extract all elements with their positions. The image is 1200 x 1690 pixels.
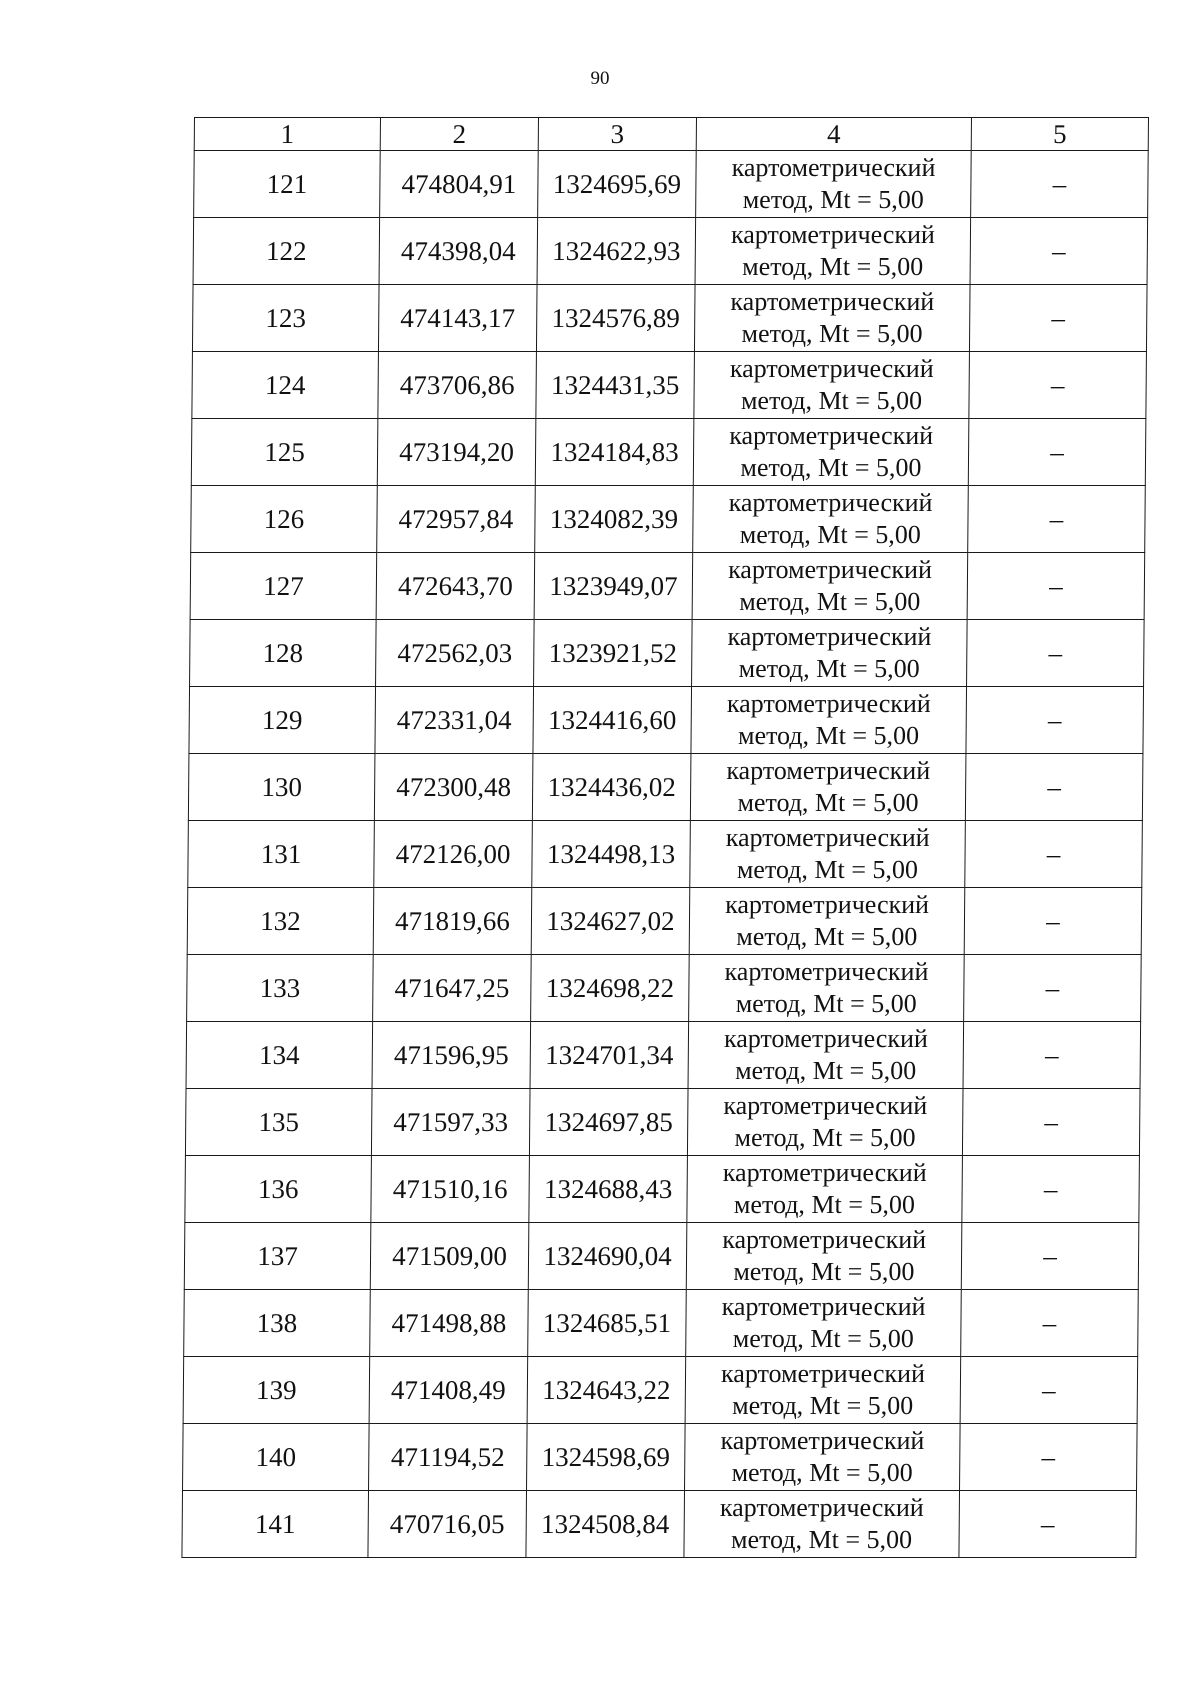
y-coordinate-cell: 1324688,43 [529, 1156, 688, 1223]
method-line-1: картометрический [728, 555, 933, 584]
method-cell [685, 1357, 961, 1424]
point-number-cell: 126 [191, 486, 378, 553]
table-row [191, 419, 1146, 486]
method-line-1: картометрический [725, 890, 930, 919]
table-row [193, 218, 1148, 285]
table-row [194, 151, 1149, 218]
table-row [185, 1156, 1140, 1223]
y-coordinate-cell: 1324184,83 [535, 419, 694, 486]
point-number-cell: 135 [185, 1089, 372, 1156]
point-number-cell: 133 [187, 955, 374, 1022]
method-line-1: картометрический [731, 153, 936, 182]
x-coordinate-cell: 471596,95 [372, 1022, 531, 1089]
method-cell [687, 1156, 963, 1223]
method-line-1: картометрический [721, 1359, 926, 1388]
y-coordinate-cell: 1324685,51 [528, 1290, 687, 1357]
method-cell [694, 352, 970, 419]
x-coordinate-cell: 472300,48 [374, 754, 533, 821]
point-number-cell: 138 [184, 1290, 371, 1357]
point-number-cell: 130 [188, 754, 375, 821]
coordinates-table [181, 117, 1149, 1558]
x-coordinate-cell: 473194,20 [377, 419, 536, 486]
method-cell [693, 486, 969, 553]
x-coordinate-cell: 473706,86 [378, 352, 537, 419]
method-line-1: картометрический [723, 1091, 928, 1120]
column-header-3: 3 [538, 118, 696, 151]
method-cell [687, 1089, 963, 1156]
method-line-2: метод, Mt = 5,00 [730, 1525, 913, 1554]
point-number-cell: 132 [187, 888, 374, 955]
method-line-2: метод, Mt = 5,00 [742, 185, 924, 214]
method-line-1: картометрический [729, 421, 934, 450]
x-coordinate-cell: 472957,84 [377, 486, 536, 553]
table-row [190, 553, 1145, 620]
table-row [187, 888, 1142, 955]
table-row [189, 687, 1144, 754]
method-cell [692, 620, 968, 687]
note-cell: – [971, 151, 1149, 218]
x-coordinate-cell: 474398,04 [379, 218, 538, 285]
table-row [187, 955, 1142, 1022]
point-number-cell: 137 [184, 1223, 371, 1290]
method-line-1: картометрический [720, 1426, 925, 1455]
y-coordinate-cell: 1323949,07 [534, 553, 693, 620]
method-cell [686, 1290, 962, 1357]
method-line-2: метод, Mt = 5,00 [740, 453, 922, 482]
method-line-1: картометрический [730, 220, 936, 249]
point-number-cell: 125 [191, 419, 378, 486]
note-cell: – [960, 1424, 1138, 1491]
x-coordinate-cell: 471647,25 [373, 955, 532, 1022]
x-coordinate-cell: 471510,16 [371, 1156, 530, 1223]
point-number-cell: 127 [190, 553, 377, 620]
y-coordinate-cell: 1324695,69 [538, 151, 697, 218]
x-coordinate-cell: 472562,03 [376, 620, 535, 687]
column-header-5: 5 [971, 118, 1148, 151]
x-coordinate-cell: 470716,05 [368, 1491, 527, 1558]
method-line-2: метод, Mt = 5,00 [738, 654, 920, 683]
note-cell: – [959, 1491, 1137, 1558]
method-line-2: метод, Mt = 5,00 [731, 1458, 913, 1487]
y-coordinate-cell: 1324690,04 [528, 1223, 687, 1290]
table-row [188, 821, 1143, 888]
method-cell [686, 1223, 962, 1290]
x-coordinate-cell: 471194,52 [369, 1424, 528, 1491]
point-number-cell: 129 [189, 687, 376, 754]
note-cell: – [961, 1290, 1139, 1357]
method-line-1: картометрический [726, 756, 931, 785]
point-number-cell: 122 [193, 218, 380, 285]
x-coordinate-cell: 471509,00 [370, 1223, 529, 1290]
table-row [192, 285, 1147, 352]
table-row [182, 1491, 1137, 1558]
x-coordinate-cell: 472331,04 [375, 687, 534, 754]
method-line-1: картометрический [722, 1225, 927, 1254]
point-number-cell: 139 [183, 1357, 370, 1424]
x-coordinate-cell: 474143,17 [378, 285, 537, 352]
method-line-1: картометрический [727, 622, 932, 651]
note-cell: – [968, 419, 1146, 486]
method-cell [690, 821, 966, 888]
method-line-1: картометрический [724, 957, 929, 986]
note-cell: – [969, 285, 1147, 352]
method-line-2: метод, Mt = 5,00 [740, 386, 923, 415]
y-coordinate-cell: 1324508,84 [526, 1491, 685, 1558]
note-cell: – [966, 687, 1144, 754]
method-line-1: картометрический [725, 823, 930, 852]
method-line-2: метод, Mt = 5,00 [732, 1324, 914, 1353]
method-line-2: метод, Mt = 5,00 [735, 1056, 917, 1085]
y-coordinate-cell: 1324697,85 [529, 1089, 688, 1156]
method-line-2: метод, Mt = 5,00 [736, 922, 918, 951]
table-row [183, 1357, 1138, 1424]
column-header-1: 1 [194, 118, 380, 151]
column-header-4: 4 [696, 118, 971, 151]
y-coordinate-cell: 1324576,89 [536, 285, 695, 352]
method-line-2: метод, Mt = 5,00 [737, 721, 920, 750]
note-cell: – [969, 352, 1147, 419]
method-cell [684, 1491, 960, 1558]
y-coordinate-cell: 1324082,39 [535, 486, 694, 553]
method-line-2: метод, Mt = 5,00 [735, 989, 917, 1018]
y-coordinate-cell: 1324498,13 [532, 821, 691, 888]
note-cell: – [965, 821, 1143, 888]
method-line-2: метод, Mt = 5,00 [742, 252, 924, 281]
method-cell [694, 285, 970, 352]
y-coordinate-cell: 1324698,22 [531, 955, 690, 1022]
table-row [188, 754, 1143, 821]
note-cell: – [967, 620, 1145, 687]
method-cell [685, 1424, 961, 1491]
method-cell [688, 1022, 964, 1089]
column-header-2: 2 [380, 118, 538, 151]
method-line-2: метод, Mt = 5,00 [739, 587, 921, 616]
method-cell [689, 955, 965, 1022]
note-cell: – [970, 218, 1148, 285]
y-coordinate-cell: 1324622,93 [537, 218, 696, 285]
method-line-2: метод, Mt = 5,00 [733, 1190, 916, 1219]
point-number-cell: 121 [194, 151, 381, 218]
note-cell: – [965, 754, 1143, 821]
method-line-1: картометрический [728, 488, 933, 517]
point-number-cell: 128 [190, 620, 377, 687]
point-number-cell: 124 [192, 352, 379, 419]
table-row [190, 620, 1145, 687]
table-body [182, 118, 1149, 1558]
note-cell: – [962, 1089, 1140, 1156]
method-cell [693, 419, 969, 486]
note-cell: – [964, 888, 1142, 955]
note-cell: – [963, 1022, 1141, 1089]
method-line-1: картометрический [726, 689, 931, 718]
y-coordinate-cell: 1324627,02 [531, 888, 690, 955]
point-number-cell: 141 [182, 1491, 369, 1558]
table-row [184, 1290, 1139, 1357]
note-cell: – [960, 1357, 1138, 1424]
method-line-1: картометрический [730, 287, 935, 316]
method-line-2: метод, Mt = 5,00 [733, 1257, 915, 1286]
table-row [185, 1089, 1140, 1156]
y-coordinate-cell: 1324701,34 [530, 1022, 689, 1089]
method-cell [696, 151, 972, 218]
table-row [186, 1022, 1141, 1089]
note-cell: – [964, 955, 1142, 1022]
x-coordinate-cell: 472643,70 [376, 553, 535, 620]
note-cell: – [967, 553, 1145, 620]
point-number-cell: 136 [185, 1156, 372, 1223]
method-cell [690, 754, 966, 821]
method-cell [689, 888, 965, 955]
x-coordinate-cell: 471498,88 [370, 1290, 529, 1357]
y-coordinate-cell: 1324436,02 [532, 754, 691, 821]
method-cell [692, 553, 968, 620]
x-coordinate-cell: 471597,33 [371, 1089, 530, 1156]
table-row [184, 1223, 1139, 1290]
y-coordinate-cell: 1324598,69 [527, 1424, 686, 1491]
note-cell: – [961, 1223, 1139, 1290]
method-line-1: картометрический [721, 1292, 926, 1321]
method-line-2: метод, Mt = 5,00 [739, 520, 921, 549]
y-coordinate-cell: 1323921,52 [534, 620, 693, 687]
method-line-2: метод, Mt = 5,00 [734, 1123, 916, 1152]
method-line-1: картометрический [723, 1024, 928, 1053]
table-row [192, 352, 1147, 419]
point-number-cell: 123 [192, 285, 379, 352]
method-line-2: метод, Mt = 5,00 [737, 788, 919, 817]
y-coordinate-cell: 1324416,60 [533, 687, 692, 754]
x-coordinate-cell: 472126,00 [374, 821, 533, 888]
x-coordinate-cell: 474804,91 [380, 151, 539, 218]
x-coordinate-cell: 471819,66 [373, 888, 532, 955]
method-cell [691, 687, 967, 754]
method-line-1: картометрический [729, 354, 934, 383]
table-row [183, 1424, 1138, 1491]
method-line-2: метод, Mt = 5,00 [732, 1391, 914, 1420]
y-coordinate-cell: 1324643,22 [527, 1357, 686, 1424]
y-coordinate-cell: 1324431,35 [536, 352, 695, 419]
method-line-1: картометрический [722, 1158, 927, 1187]
table-header-row [194, 118, 1148, 151]
note-cell: – [968, 486, 1146, 553]
method-line-1: картометрический [719, 1493, 924, 1522]
note-cell: – [962, 1156, 1140, 1223]
table-row [191, 486, 1146, 553]
point-number-cell: 134 [186, 1022, 373, 1089]
point-number-cell: 140 [183, 1424, 370, 1491]
method-cell [695, 218, 971, 285]
page-number: 90 [590, 68, 610, 89]
method-line-2: метод, Mt = 5,00 [736, 855, 919, 884]
x-coordinate-cell: 471408,49 [369, 1357, 528, 1424]
point-number-cell: 131 [188, 821, 375, 888]
method-line-2: метод, Mt = 5,00 [741, 319, 923, 348]
